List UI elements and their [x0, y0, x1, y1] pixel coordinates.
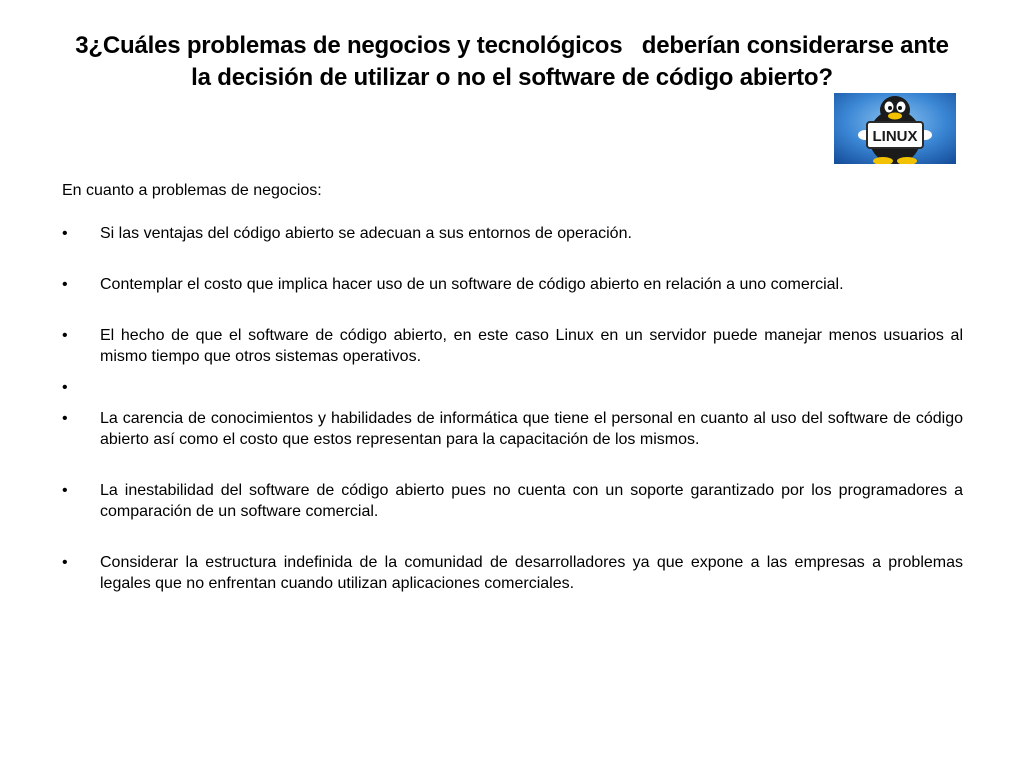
linux-penguin-icon	[834, 93, 956, 164]
slide-body	[62, 180, 963, 594]
bullet-item: • Contemplar el costo que implica hacer uso de un software de código abierto en relación a uno comercial.	[62, 274, 963, 295]
slide-title-line-1: 3¿Cuáles problemas de negocios y tecnológicos deberían considerarse ante	[75, 32, 949, 59]
slide-title	[50, 30, 974, 94]
linux-sign-text: LINUX	[872, 128, 918, 145]
bullet-list	[62, 223, 963, 594]
bullet-item: • La carencia de conocimientos y habilidades de informática que tiene el personal en cuanto al uso del software de código abierto así como el costo que estos representan para la capacitación de los mismos.	[62, 408, 963, 450]
bullet-item: • La inestabilidad del software de código abierto pues no cuenta con un soporte garantizado por los programadores a comparación de un software comercial.	[62, 480, 963, 522]
slide-title-line-2: la decisión de utilizar o no el software de código abierto?	[191, 64, 833, 91]
linux-logo	[834, 93, 956, 164]
bullet-item: • Si las ventajas del código abierto se adecuan a sus entornos de operación.	[62, 223, 963, 244]
penguin-head	[880, 96, 910, 124]
intro-text: En cuanto a problemas de negocios:	[62, 182, 322, 199]
bullet-item: • El hecho de que el software de código abierto, en este caso Linux en un servidor puede manejar menos usuarios al mismo tiempo que otros sistemas operativos.	[62, 325, 963, 367]
penguin-beak	[888, 113, 902, 120]
bullet-item: • Considerar la estructura indefinida de la comunidad de desarrolladores ya que expone a las empresas a problemas legales que no enfrentan cuando utilizan aplicaciones comerciales.	[62, 552, 963, 594]
bullet-item-empty	[62, 377, 963, 398]
